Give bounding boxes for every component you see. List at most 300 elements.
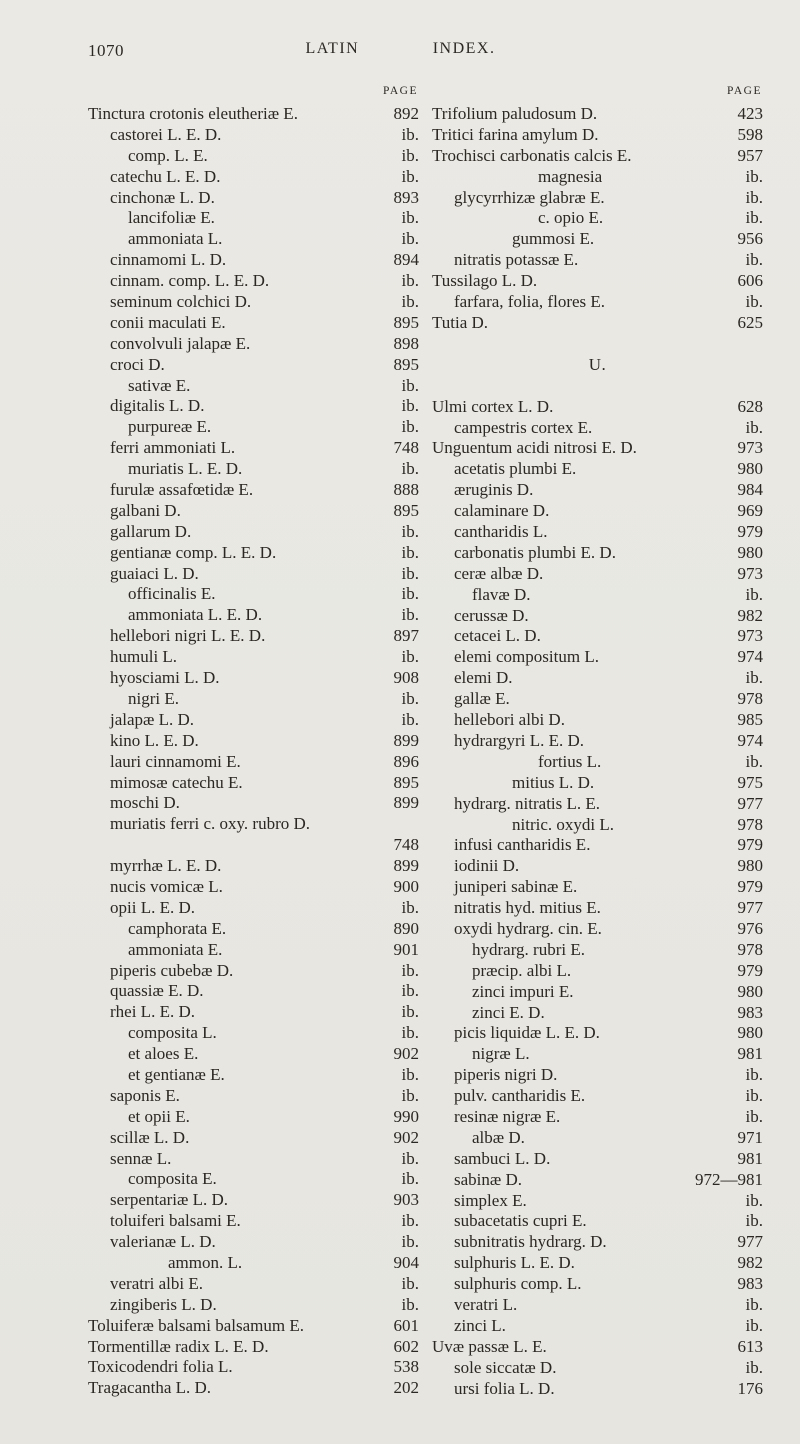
index-entry <box>432 585 763 606</box>
entry-label: farfara, folia, flores E. <box>454 292 606 312</box>
entry-page: ib. <box>401 375 419 395</box>
index-entry <box>432 1253 763 1274</box>
entry-list-right <box>432 104 763 1399</box>
index-entry <box>432 1086 763 1107</box>
entry-page: 978 <box>737 939 763 959</box>
entry-label: albæ D. <box>472 1127 525 1147</box>
entry-page: ib. <box>401 897 419 917</box>
entry-label: gallarum D. <box>110 521 192 541</box>
index-entry <box>432 292 763 313</box>
entry-label: cinnamomi L. D. <box>110 250 227 270</box>
entry-label: valerianæ L. D. <box>110 1232 216 1252</box>
entry-page: ib. <box>401 1294 419 1314</box>
entry-label: elemi compositum L. <box>454 647 599 667</box>
entry-page: 981 <box>737 1148 763 1168</box>
index-entry <box>88 710 419 731</box>
entry-page: 902 <box>393 1127 419 1147</box>
index-entry <box>88 1190 419 1211</box>
entry-label: zingiberis L. D. <box>110 1294 217 1314</box>
entry-label: fortius L. <box>538 751 602 771</box>
entry-page: 893 <box>393 187 419 207</box>
entry-label: cinnam. comp. L. E. D. <box>110 271 270 291</box>
entry-page: ib. <box>401 1148 419 1168</box>
index-entry <box>432 104 763 125</box>
index-entry <box>88 376 419 397</box>
entry-label: guaiaci L. D. <box>110 563 199 583</box>
entry-page: 982 <box>737 605 763 625</box>
entry-page: ib. <box>401 584 419 604</box>
entry-label: veratri L. <box>454 1294 518 1314</box>
index-entry <box>432 815 763 836</box>
entry-page: 902 <box>393 1044 419 1064</box>
entry-page: 423 <box>737 104 763 123</box>
index-entry <box>432 1232 763 1253</box>
index-entry <box>432 606 763 627</box>
entry-page: ib. <box>745 1315 763 1335</box>
entry-page: 979 <box>737 877 763 897</box>
entry-page: ib. <box>745 1190 763 1210</box>
entry-label: serpentariæ L. D. <box>110 1190 229 1210</box>
entry-label: jalapæ L. D. <box>110 709 195 729</box>
entry-page: 613 <box>737 1336 763 1356</box>
entry-label: Tinctura crotonis eleutheriæ E. <box>88 104 298 123</box>
entry-label: Toxicodendri folia L. <box>88 1357 233 1377</box>
entry-page: ib. <box>401 1211 419 1231</box>
entry-label: piperis nigri D. <box>454 1065 558 1085</box>
entry-label: veratri albi E. <box>110 1273 203 1293</box>
entry-page: 202 <box>393 1378 419 1398</box>
index-entry <box>432 480 763 501</box>
index-entry <box>88 1316 419 1337</box>
index-entry <box>432 877 763 898</box>
entry-page: 748 <box>393 835 419 855</box>
index-entry <box>88 814 419 835</box>
entry-label: Uvæ passæ L. E. <box>432 1336 547 1356</box>
entry-page: ib. <box>745 417 763 437</box>
entry-page: ib. <box>401 1002 419 1022</box>
entry-label: nigri E. <box>128 688 179 708</box>
index-entry <box>88 1169 419 1190</box>
entry-page: 895 <box>393 312 419 332</box>
index-entry <box>88 1357 419 1378</box>
entry-page: 974 <box>737 647 763 667</box>
entry-label: Toluiferæ balsami balsamum E. <box>88 1315 304 1335</box>
entry-page: 978 <box>737 689 763 709</box>
index-entry <box>432 1170 763 1191</box>
entry-page: ib. <box>401 1064 419 1084</box>
index-entry <box>88 271 419 292</box>
index-entry <box>88 1065 419 1086</box>
entry-label: Tritici farina amylum D. <box>432 124 599 144</box>
index-entry <box>88 1128 419 1149</box>
entry-label: Trochisci carbonatis calcis E. <box>432 145 632 165</box>
entry-page: 971 <box>737 1127 763 1147</box>
entry-label: ammoniata E. <box>128 939 223 959</box>
entry-page: 980 <box>737 1023 763 1043</box>
index-entry <box>432 1128 763 1149</box>
entry-label: Tragacantha L. D. <box>88 1378 212 1398</box>
index-entry <box>88 522 419 543</box>
entry-page: 983 <box>737 1274 763 1294</box>
entry-label: composita L. <box>128 1023 217 1043</box>
index-entry <box>432 167 763 188</box>
index-entry <box>88 877 419 898</box>
entry-label: zinci E. D. <box>472 1002 545 1022</box>
index-entry <box>432 397 763 418</box>
entry-page: ib. <box>745 1106 763 1126</box>
entry-label: seminum colchici D. <box>110 292 252 312</box>
entry-page: ib. <box>401 124 419 144</box>
entry-label: gummosi E. <box>512 229 595 249</box>
entry-label: myrrhæ L. E. D. <box>110 856 222 876</box>
index-entry <box>88 501 419 522</box>
index-entry <box>432 438 763 459</box>
entry-label: digitalis L. D. <box>110 396 205 416</box>
entry-page: 892 <box>393 104 419 123</box>
index-entry <box>432 564 763 585</box>
entry-page: ib. <box>401 229 419 249</box>
entry-page: ib. <box>401 563 419 583</box>
entry-label: gentianæ comp. L. E. D. <box>110 542 277 562</box>
entry-label: ammoniata L. <box>128 229 223 249</box>
index-entry <box>432 835 763 856</box>
index-entry <box>432 1295 763 1316</box>
index-entry <box>432 1358 763 1379</box>
entry-label: iodinii D. <box>454 856 520 876</box>
index-entry <box>432 250 763 271</box>
index-entry <box>88 752 419 773</box>
entry-page: ib. <box>745 1294 763 1314</box>
entry-label: Tormentillæ radix L. E. D. <box>88 1336 269 1356</box>
index-entry <box>432 501 763 522</box>
entry-label: et opii E. <box>128 1106 190 1126</box>
entry-page: 601 <box>393 1315 419 1335</box>
index-entry <box>88 417 419 438</box>
entry-label: purpureæ E. <box>128 417 212 437</box>
entry-page: 979 <box>737 960 763 980</box>
index-entry <box>432 1065 763 1086</box>
index-entry <box>88 229 419 250</box>
index-entry <box>432 626 763 647</box>
entry-page: 981 <box>737 1044 763 1064</box>
entry-label: præcip. albi L. <box>472 960 572 980</box>
index-entry <box>88 1086 419 1107</box>
index-entry <box>432 710 763 731</box>
index-entry <box>88 1232 419 1253</box>
entry-page: ib. <box>401 960 419 980</box>
index-entry <box>88 1253 419 1274</box>
entry-label: sulphuris comp. L. <box>454 1274 582 1294</box>
index-entry <box>432 1107 763 1128</box>
entry-label: castorei L. E. D. <box>110 124 222 144</box>
entry-label: cerussæ D. <box>454 605 529 625</box>
entry-label: Tutia D. <box>432 312 489 332</box>
entry-page: ib. <box>401 605 419 625</box>
column-page-header-right: PAGE <box>727 85 762 97</box>
entry-label: moschi D. <box>110 793 180 813</box>
entry-label: piperis cubebæ D. <box>110 960 234 980</box>
entry-page: 897 <box>393 626 419 646</box>
index-entry <box>432 898 763 919</box>
entry-page: 894 <box>393 250 419 270</box>
entry-label: nitratis hyd. mitius E. <box>454 898 601 918</box>
entry-label: mitius L. D. <box>512 772 595 792</box>
entry-page: 538 <box>393 1357 419 1377</box>
index-entry <box>88 1295 419 1316</box>
entry-label: sole siccatæ D. <box>454 1357 557 1377</box>
entry-page: ib. <box>745 208 763 228</box>
index-entry <box>432 647 763 668</box>
entry-page: 972—981 <box>695 1169 763 1189</box>
entry-page: ib. <box>745 1211 763 1231</box>
entry-label: glycyrrhizæ glabræ E. <box>454 187 605 207</box>
entry-label: quassiæ E. D. <box>110 981 204 1001</box>
page-title: LATIN INDEX. <box>305 40 496 57</box>
entry-page: 176 <box>737 1378 763 1398</box>
index-column-right <box>432 82 763 1399</box>
entry-page: 956 <box>737 229 763 249</box>
entry-label: toluiferi balsami E. <box>110 1211 241 1231</box>
entry-page: ib. <box>401 271 419 291</box>
entry-label: cetacei L. D. <box>454 626 541 646</box>
entry-page: ib. <box>745 584 763 604</box>
index-entry <box>88 564 419 585</box>
entry-page: 976 <box>737 918 763 938</box>
entry-page: 985 <box>737 710 763 730</box>
index-entry <box>88 480 419 501</box>
entry-page: ib. <box>401 417 419 437</box>
entry-label: Unguentum acidi nitrosi E. D. <box>432 438 637 458</box>
entry-page: ib. <box>401 1169 419 1189</box>
entry-page: ib. <box>745 1065 763 1085</box>
entry-page: ib. <box>745 292 763 312</box>
entry-label: acetatis plumbi E. <box>454 459 577 479</box>
entry-page: ib. <box>745 1357 763 1377</box>
entry-page: 957 <box>737 145 763 165</box>
entry-page: 973 <box>737 626 763 646</box>
entry-label: et gentianæ E. <box>128 1064 225 1084</box>
index-entry <box>88 104 419 125</box>
entry-page: ib. <box>401 521 419 541</box>
entry-page: ib. <box>401 145 419 165</box>
index-entry <box>88 835 419 856</box>
index-entry <box>432 668 763 689</box>
index-entry <box>432 752 763 773</box>
entry-page: 748 <box>393 438 419 458</box>
entry-label: subnitratis hydrarg. D. <box>454 1232 607 1252</box>
index-entry <box>88 396 419 417</box>
entry-page: ib. <box>745 187 763 207</box>
index-entry <box>432 543 763 564</box>
entry-page: 977 <box>737 793 763 813</box>
index-entry <box>88 1149 419 1170</box>
entry-label: infusi cantharidis E. <box>454 835 591 855</box>
entry-page: 969 <box>737 501 763 521</box>
index-entry <box>88 438 419 459</box>
entry-page: 977 <box>737 1232 763 1252</box>
entry-label: hydrarg. nitratis L. E. <box>454 793 601 813</box>
entry-page: 973 <box>737 438 763 458</box>
index-entry <box>432 689 763 710</box>
entry-page: ib. <box>401 1085 419 1105</box>
index-entry <box>88 146 419 167</box>
entry-page: ib. <box>401 647 419 667</box>
index-entry <box>88 919 419 940</box>
entry-label: rhei L. E. D. <box>110 1002 195 1022</box>
entry-page: 977 <box>737 898 763 918</box>
entry-label: convolvuli jalapæ E. <box>110 333 251 353</box>
column-page-header-left: PAGE <box>383 85 418 97</box>
entry-page: ib. <box>745 751 763 771</box>
entry-label: ammon. L. <box>168 1252 243 1272</box>
entry-label: nucis vomicæ L. <box>110 876 223 896</box>
entry-page: 890 <box>393 918 419 938</box>
entry-label: ursi folia L. D. <box>454 1378 555 1398</box>
entry-label: kino L. E. D. <box>110 730 199 750</box>
entry-page: 980 <box>737 542 763 562</box>
entry-page: 904 <box>393 1252 419 1272</box>
index-entry <box>432 188 763 209</box>
entry-label: gallæ E. <box>454 689 510 709</box>
index-entry <box>432 459 763 480</box>
index-entry <box>432 773 763 794</box>
entry-label: juniperi sabinæ E. <box>454 877 578 897</box>
index-entry <box>432 1337 763 1358</box>
entry-label: æruginis D. <box>454 480 534 500</box>
entry-label: ceræ albæ D. <box>454 563 544 583</box>
entry-label: ferri ammoniati L. <box>110 438 236 458</box>
entry-page: 901 <box>393 939 419 959</box>
index-entry <box>88 898 419 919</box>
entry-label: Ulmi cortex L. D. <box>432 396 554 416</box>
index-entry <box>432 313 763 334</box>
index-entry <box>88 1002 419 1023</box>
index-entry <box>88 208 419 229</box>
entry-page: ib. <box>745 166 763 186</box>
entry-label: zinci L. <box>454 1315 506 1335</box>
entry-page: 903 <box>393 1190 419 1210</box>
index-entry <box>432 229 763 250</box>
entry-label: sabinæ D. <box>454 1169 522 1189</box>
entry-page: ib. <box>401 542 419 562</box>
entry-label: hyosciami L. D. <box>110 668 220 688</box>
entry-label: hellebori nigri L. E. D. <box>110 626 266 646</box>
entry-label: c. opio E. <box>538 208 604 228</box>
entry-page: 973 <box>737 563 763 583</box>
index-entry <box>432 146 763 167</box>
index-entry <box>88 125 419 146</box>
entry-list-left <box>88 104 419 1399</box>
index-entry <box>432 856 763 877</box>
entry-label: nitric. oxydi L. <box>512 814 614 834</box>
section-letter: U. <box>588 354 607 374</box>
entry-page: 974 <box>737 730 763 750</box>
entry-label: composita E. <box>128 1169 217 1189</box>
entry-label: humuli L. <box>110 647 178 667</box>
entry-label: Trifolium paludosum D. <box>432 104 598 123</box>
index-entry <box>88 584 419 605</box>
entry-label: oxydi hydrarg. cin. E. <box>454 918 602 938</box>
entry-page: ib. <box>745 250 763 270</box>
index-entry <box>88 355 419 376</box>
index-entry <box>432 1191 763 1212</box>
entry-label: simplex E. <box>454 1190 527 1210</box>
index-entry <box>88 292 419 313</box>
entry-label: lancifoliæ E. <box>128 208 215 228</box>
entry-page: 979 <box>737 522 763 542</box>
entry-page: 598 <box>737 124 763 144</box>
index-entry <box>88 334 419 355</box>
entry-page: 979 <box>737 835 763 855</box>
index-column-left <box>88 82 419 1399</box>
index-columns <box>88 82 763 1399</box>
entry-page: ib. <box>401 981 419 1001</box>
entry-label: sulphuris L. E. D. <box>454 1253 575 1273</box>
entry-label: sambuci L. D. <box>454 1148 551 1168</box>
entry-label: comp. L. E. <box>128 145 208 165</box>
entry-page: 895 <box>393 772 419 792</box>
index-entry <box>88 167 419 188</box>
entry-page: 980 <box>737 981 763 1001</box>
entry-label: elemi D. <box>454 668 513 688</box>
entry-page: 983 <box>737 1002 763 1022</box>
index-entry <box>432 271 763 292</box>
index-entry <box>88 543 419 564</box>
entry-label: pulv. cantharidis E. <box>454 1086 586 1106</box>
entry-page: 978 <box>737 814 763 834</box>
entry-page: 980 <box>737 459 763 479</box>
entry-page: 975 <box>737 772 763 792</box>
entry-label: hydrarg. rubri E. <box>472 939 585 959</box>
index-entry <box>432 418 763 439</box>
index-entry <box>88 731 419 752</box>
entry-page: 980 <box>737 856 763 876</box>
entry-label: cantharidis L. <box>454 522 548 542</box>
entry-page: ib. <box>745 1086 763 1106</box>
entry-label: lauri cinnamomi E. <box>110 751 241 771</box>
index-entry <box>432 982 763 1003</box>
entry-page: 990 <box>393 1106 419 1126</box>
entry-page: ib. <box>401 396 419 416</box>
page-header <box>88 40 763 64</box>
entry-label: hellebori albi D. <box>454 710 565 730</box>
entry-label: scillæ L. D. <box>110 1127 190 1147</box>
index-entry <box>88 961 419 982</box>
entry-page: ib. <box>401 208 419 228</box>
entry-page: 899 <box>393 856 419 876</box>
entry-page: 900 <box>393 876 419 896</box>
entry-page: 606 <box>737 271 763 291</box>
index-entry <box>432 794 763 815</box>
entry-page: 628 <box>737 396 763 416</box>
index-entry <box>88 793 419 814</box>
entry-label: nigræ L. <box>472 1044 530 1064</box>
entry-label: cinchonæ L. D. <box>110 187 215 207</box>
entry-page: ib. <box>401 1232 419 1252</box>
page-number: 1070 <box>88 41 124 60</box>
entry-label: sennæ L. <box>110 1148 172 1168</box>
index-entry <box>88 689 419 710</box>
entry-page: ib. <box>401 709 419 729</box>
entry-page: 899 <box>393 730 419 750</box>
index-entry <box>432 1316 763 1337</box>
index-entry <box>432 1044 763 1065</box>
entry-label: saponis E. <box>110 1085 180 1105</box>
index-entry <box>432 1379 763 1400</box>
entry-label: resinæ nigræ E. <box>454 1106 561 1126</box>
index-entry <box>432 961 763 982</box>
entry-label: Tussilago L. D. <box>432 271 538 291</box>
